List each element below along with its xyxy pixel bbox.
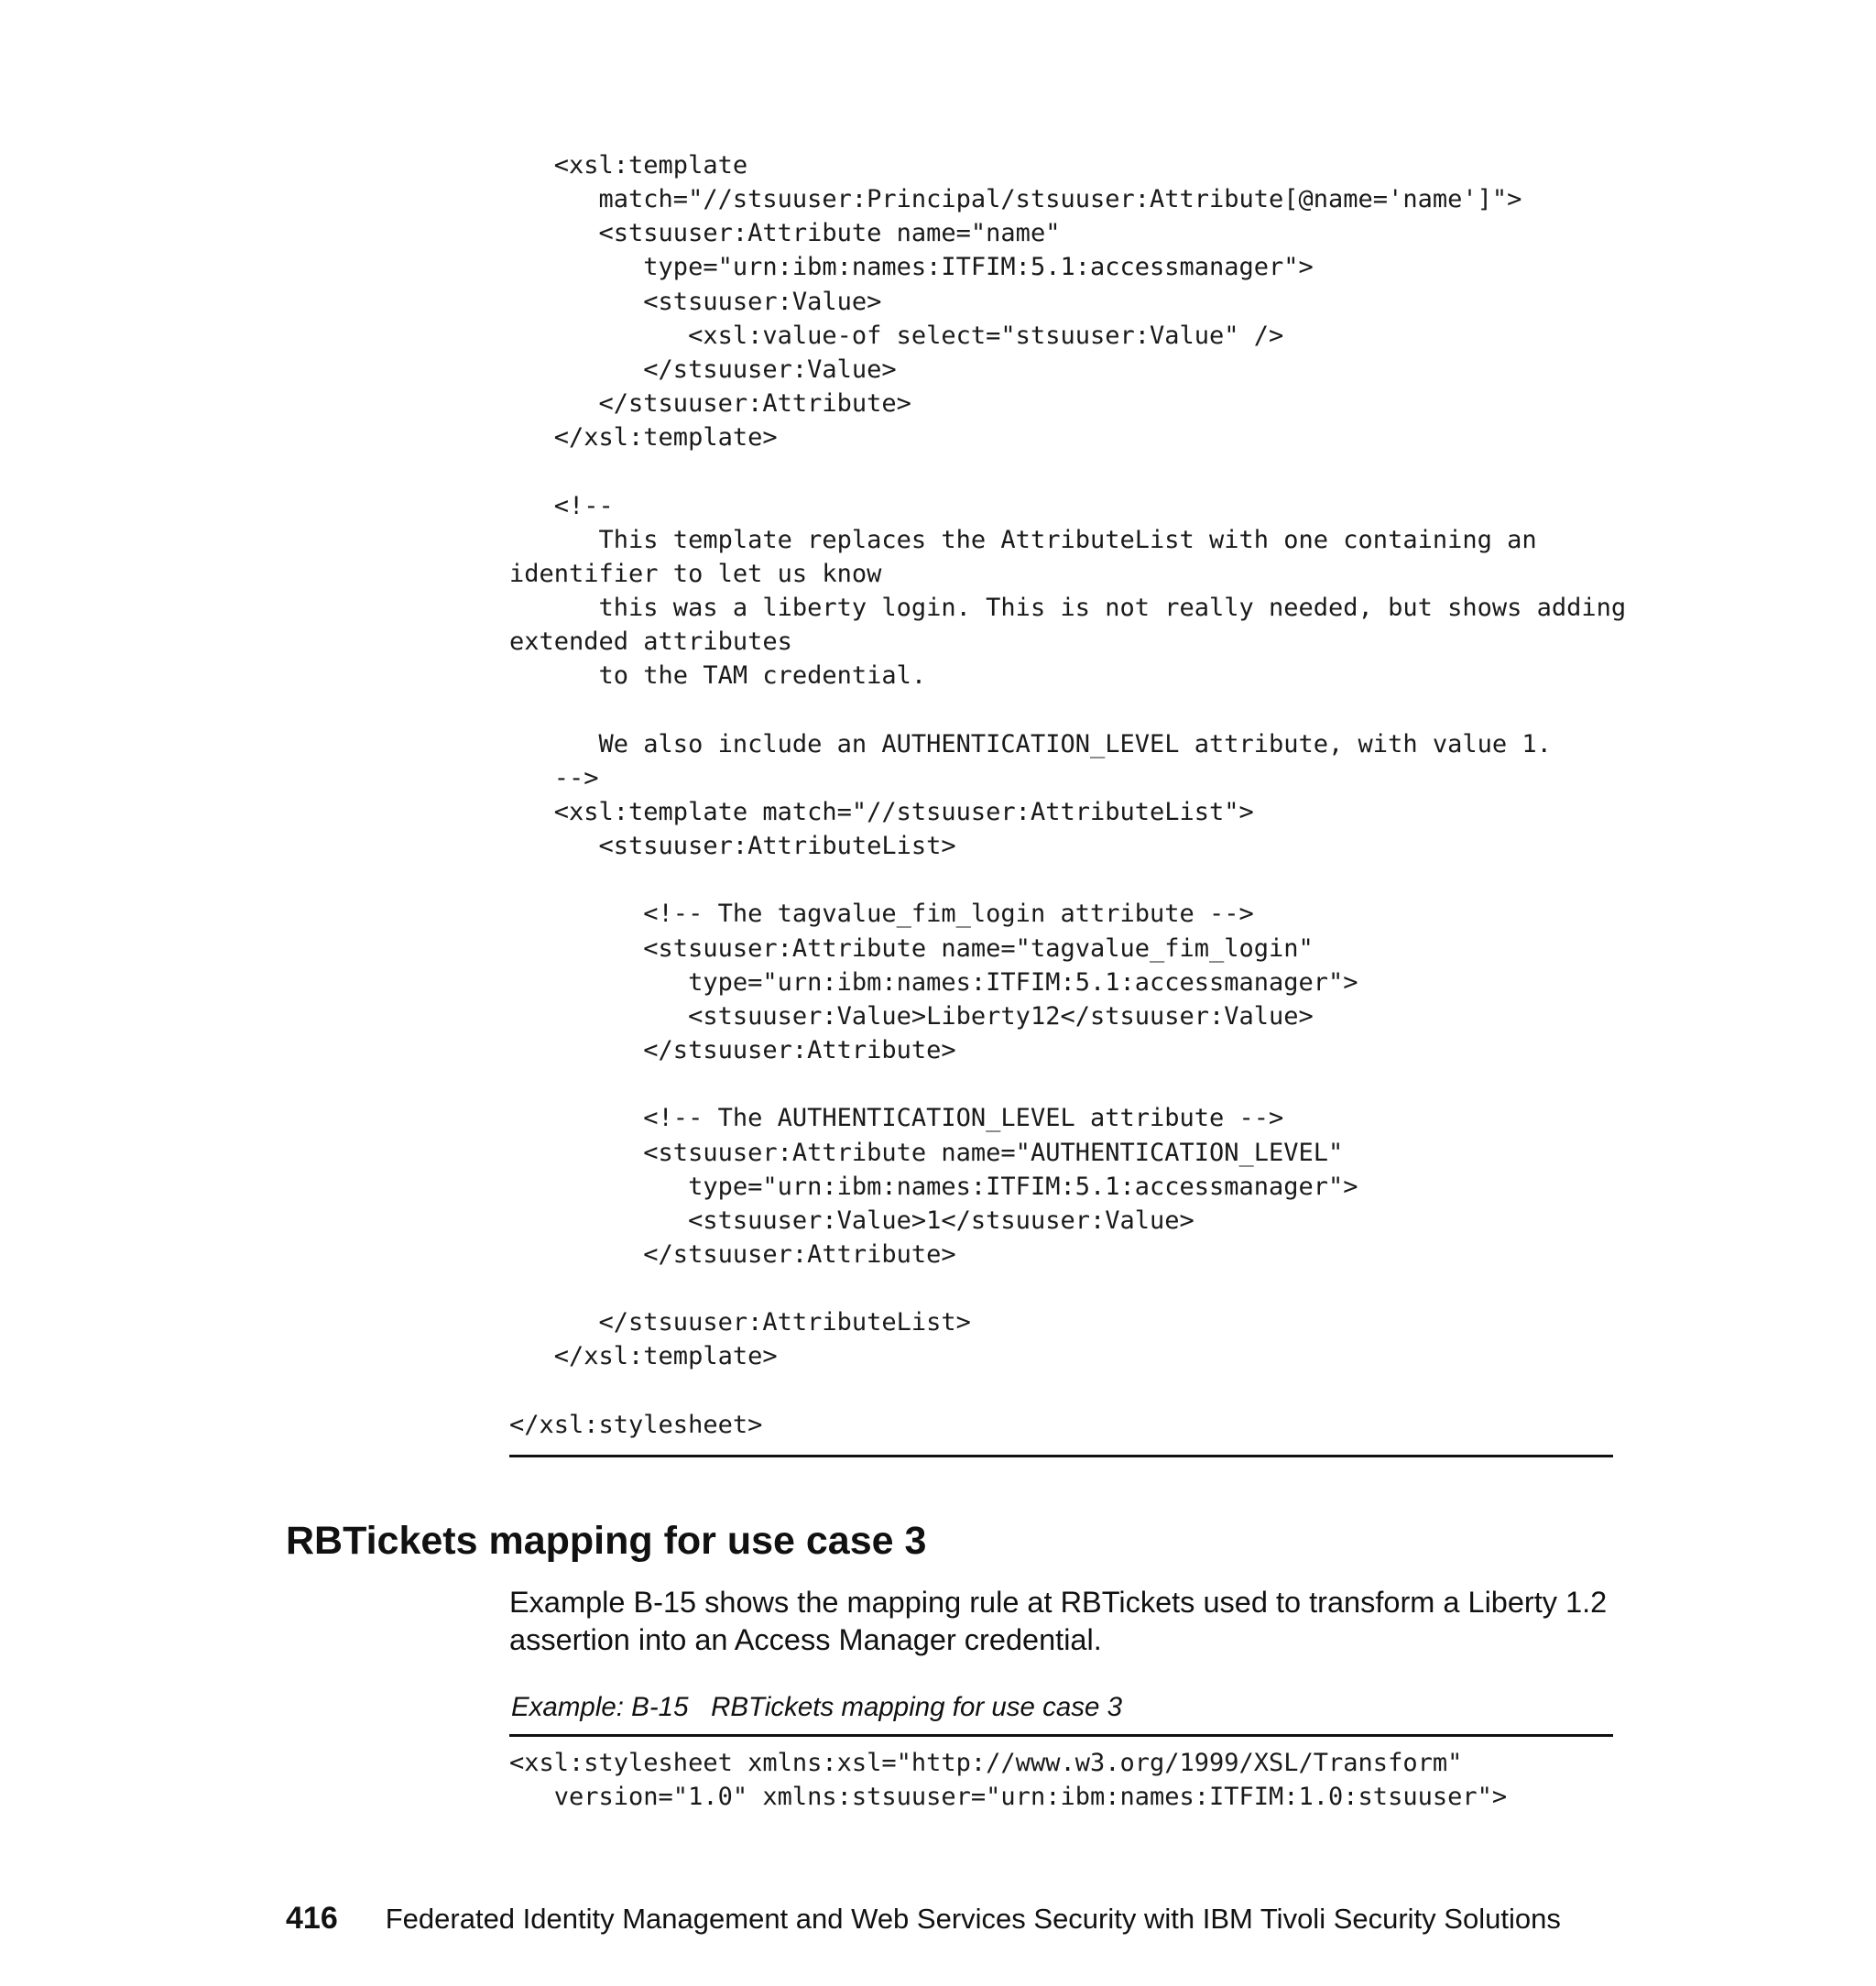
example-caption-rule — [509, 1734, 1613, 1737]
code-line: <!-- The AUTHENTICATION_LEVEL attribute --> — [509, 1104, 1284, 1133]
code-line: this was a liberty login. This is not really needed, but shows adding — [509, 594, 1627, 623]
code-line: to the TAM credential. — [509, 661, 927, 691]
code-line: <stsuuser:Attribute name="AUTHENTICATION_LEVEL" — [509, 1138, 1344, 1167]
code-line: type="urn:ibm:names:ITFIM:5.1:accessmanager"> — [509, 967, 1358, 997]
code-line: <xsl:stylesheet xmlns:xsl="http://www.w3.org/1999/XSL/Transform" — [509, 1749, 1463, 1777]
body-paragraph: Example B-15 shows the mapping rule at RBTickets used to transform a Liberty 1.2 assertion into an Access Manager credential. — [509, 1586, 1608, 1656]
code-line: identifier to let us know — [509, 559, 882, 588]
book-title: Federated Identity Management and Web Services Security with IBM Tivoli Security Solutions — [385, 1903, 1561, 1935]
code-listing-top — [509, 148, 1626, 1442]
code-line: <stsuuser:Value> — [509, 287, 882, 316]
code-line: match="//stsuuser:Principal/stsuuser:Attribute[@name='name']"> — [509, 185, 1522, 214]
code-line: <xsl:template — [509, 151, 748, 180]
example-end-rule — [509, 1455, 1613, 1457]
code-line: <stsuuser:Value>1</stsuuser:Value> — [509, 1206, 1194, 1235]
code-line: <stsuuser:AttributeList> — [509, 832, 956, 861]
section-heading: RBTickets mapping for use case 3 — [286, 1519, 927, 1563]
code-line: <!-- — [509, 491, 614, 520]
code-line: </stsuuser:Value> — [509, 355, 897, 384]
code-line: <stsuuser:Attribute name="name" — [509, 219, 1061, 248]
code-line: </stsuuser:Attribute> — [509, 1240, 956, 1269]
code-line: type="urn:ibm:names:ITFIM:5.1:accessmanager"> — [509, 253, 1314, 282]
code-line: <stsuuser:Attribute name="tagvalue_fim_login" — [509, 933, 1314, 963]
code-line: We also include an AUTHENTICATION_LEVEL attribute, with value 1. — [509, 729, 1552, 758]
code-listing-bottom — [509, 1746, 1507, 1814]
code-line: <!-- The tagvalue_fim_login attribute --> — [509, 900, 1254, 929]
code-line: <stsuuser:Value>Liberty12</stsuuser:Value> — [509, 1001, 1314, 1031]
code-line: </xsl:template> — [509, 423, 778, 453]
page-footer — [286, 1900, 1561, 1937]
code-line: type="urn:ibm:names:ITFIM:5.1:accessmanager"> — [509, 1172, 1358, 1201]
code-line: </xsl:stylesheet> — [509, 1410, 763, 1439]
code-line: extended attributes — [509, 627, 792, 657]
code-line: </xsl:template> — [509, 1342, 778, 1371]
code-line: </stsuuser:AttributeList> — [509, 1308, 971, 1337]
page-number: 416 — [286, 1901, 338, 1936]
code-line: This template replaces the AttributeList with one containing an — [509, 525, 1537, 554]
code-line: </stsuuser:Attribute> — [509, 1036, 956, 1065]
code-line: </stsuuser:Attribute> — [509, 389, 911, 419]
code-line: <xsl:template match="//stsuuser:AttributeList"> — [509, 797, 1254, 826]
code-line: <xsl:value-of select="stsuuser:Value" /> — [509, 321, 1284, 350]
code-line: --> — [509, 763, 599, 792]
code-line: version="1.0" xmlns:stsuuser="urn:ibm:names:ITFIM:1.0:stsuuser"> — [509, 1783, 1508, 1812]
example-caption: Example: B-15 RBTickets mapping for use case 3 — [511, 1692, 1123, 1722]
